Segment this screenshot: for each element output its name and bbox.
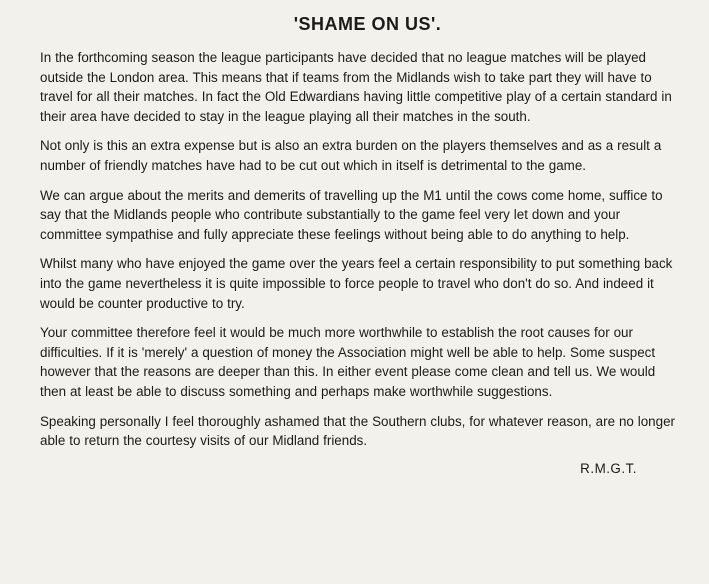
paragraph-ashamed: Speaking personally I feel thoroughly ashamed that the Southern clubs, for whatever reason, are no longer able to return the courtesy visits of our Midland friends. [40, 413, 675, 449]
article-title: 'SHAME ON US'. [293, 14, 442, 34]
paragraph-league-matches: In the forthcoming season the league participants have decided that no league matches will be played outside the London area. This means that if teams from the Midlands wish to take part they will have to travel for all their matches. In fact the Old Edwardians having little competitive play of a certain standard in their area have decided to stay in the league playing all their matches in the south. [40, 50, 672, 124]
paragraph-responsibility: Whilst many who have enjoyed the game over the years feel a certain responsibility to put something back into the game nevertheless it is quite impossible to force people to travel who don't do so. And indeed it would be counter productive to try. [40, 256, 673, 311]
paragraph-root-causes: Your committee therefore feel it would be much more worthwhile to establish the root causes for our difficulties. If it is 'merely' a question of money the Association might well be able to help. Some suspect however that the reasons are deeper than this. In either event please come clean and tell us. We would then at least be able to discuss something and perhaps make worthwhile suggestions. [40, 325, 656, 399]
paragraph-merits-demerits: We can argue about the merits and demerits of travelling up the M1 until the cows come home, suffice to say that the Midlands people who contribute substantially to the game feel very let down and your committee sympathise and fully appreciate these feelings without being able to do anything to help. [40, 187, 663, 242]
paragraph-extra-expense: Not only is this an extra expense but is also an extra burden on the players themselves and as a result a number of friendly matches have had to be cut out which in itself is detrimental to the game. [40, 138, 662, 173]
author-signature: R.M.G.T. [580, 460, 637, 476]
